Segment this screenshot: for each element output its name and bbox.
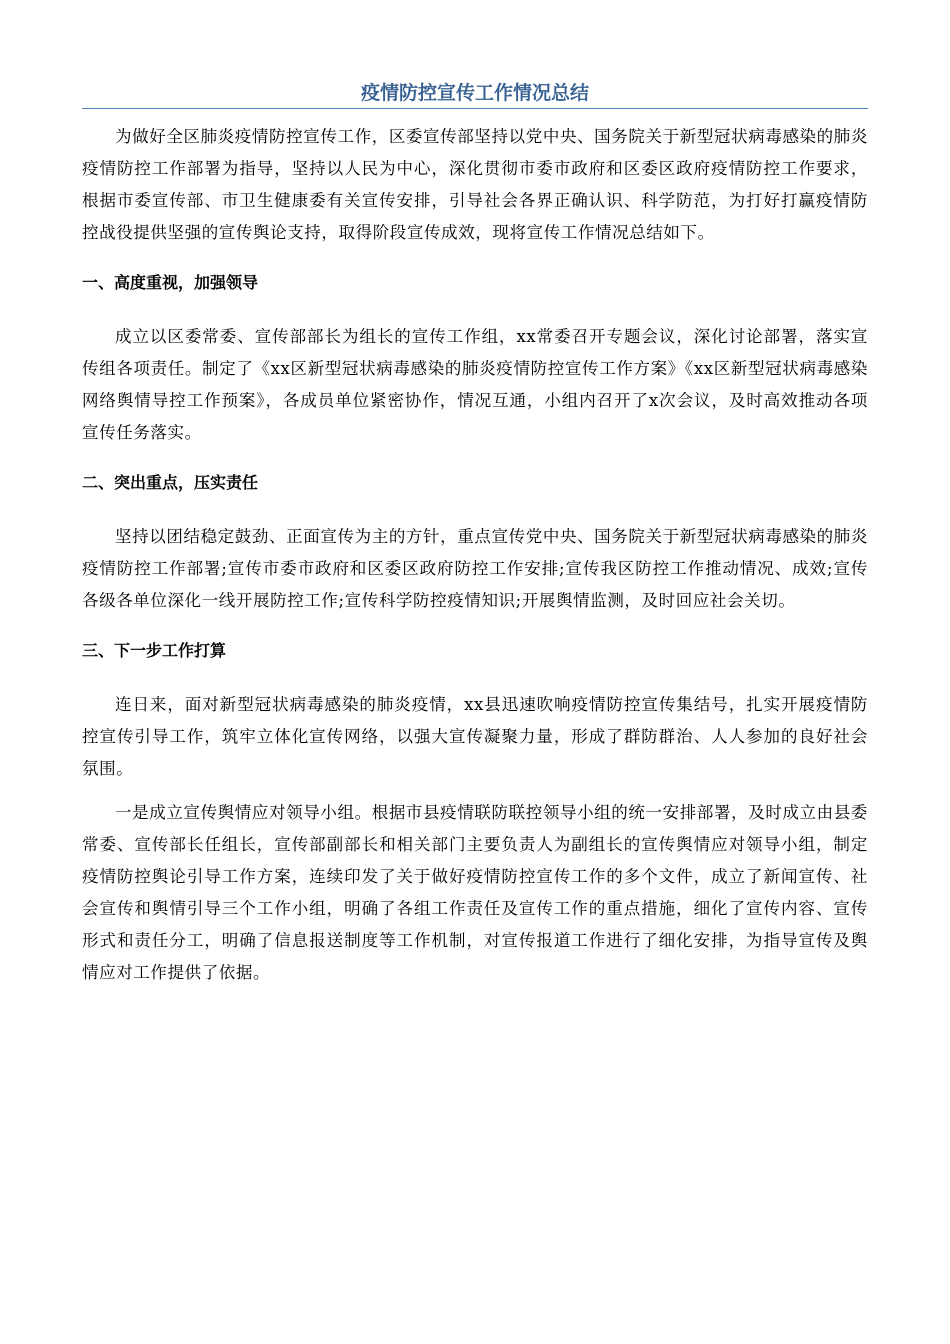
section-3-paragraph-1: 连日来，面对新型冠状病毒感染的肺炎疫情，xx县迅速吹响疫情防控宣传集结号，扎实开展疫情防控宣传引导工作，筑牢立体化宣传网络，以强大宣传凝聚力量，形成了群防群治、人人参加的良好社会氛围。 (82, 695, 868, 778)
section-heading-2: 二、突出重点，压实责任 (82, 473, 259, 492)
intro-paragraph: 为做好全区肺炎疫情防控宣传工作，区委宣传部坚持以党中央、国务院关于新型冠状病毒感染的肺炎疫情防控工作部署为指导，坚持以人民为中心，深化贯彻市委市政府和区委区政府疫情防控工作要求，根据市委宣传部、市卫生健康委有关宣传安排，引导社会各界正确认识、科学防范，为打好打赢疫情防控战役提供坚强的宣传舆论支持，取得阶段宣传成效，现将宣传工作情况总结如下。 (82, 127, 868, 242)
section-1-paragraph: 成立以区委常委、宣传部部长为组长的宣传工作组，xx常委召开专题会议，深化讨论部署，落实宣传组各项责任。制定了《xx区新型冠状病毒感染的肺炎疫情防控宣传工作方案》《xx区新型冠状病毒感染网络舆情导控工作预案》，各成员单位紧密协作，情况互通，小组内召开了x次会议，及时高效推动各项宣传任务落实。 (82, 327, 868, 442)
document-title: 疫情防控宣传工作情况总结 (82, 78, 868, 109)
section-3-paragraph-2: 一是成立宣传舆情应对领导小组。根据市县疫情联防联控领导小组的统一安排部署，及时成立由县委常委、宣传部长任组长，宣传部副部长和相关部门主要负责人为副组长的宣传舆情应对领导小组，制定疫情防控舆论引导工作方案，连续印发了关于做好疫情防控宣传工作的多个文件，成立了新闻宣传、社会宣传和舆情引导三个工作小组，明确了各组工作责任及宣传工作的重点措施，细化了宣传内容、宣传形式和责任分工，明确了信息报送制度等工作机制，对宣传报道工作进行了细化安排，为指导宣传及舆情应对工作提供了依据。 (82, 803, 868, 982)
section-heading-3: 三、下一步工作打算 (82, 641, 227, 660)
section-2-paragraph: 坚持以团结稳定鼓劲、正面宣传为主的方针，重点宣传党中央、国务院关于新型冠状病毒感染的肺炎疫情防控工作部署;宣传市委市政府和区委区政府防控工作安排;宣传我区防控工作推动情况、成效;宣传各级各单位深化一线开展防控工作;宣传科学防控疫情知识;开展舆情监测，及时回应社会关切。 (82, 527, 868, 610)
section-heading-1: 一、高度重视，加强领导 (82, 273, 259, 292)
document-page (82, 78, 868, 989)
